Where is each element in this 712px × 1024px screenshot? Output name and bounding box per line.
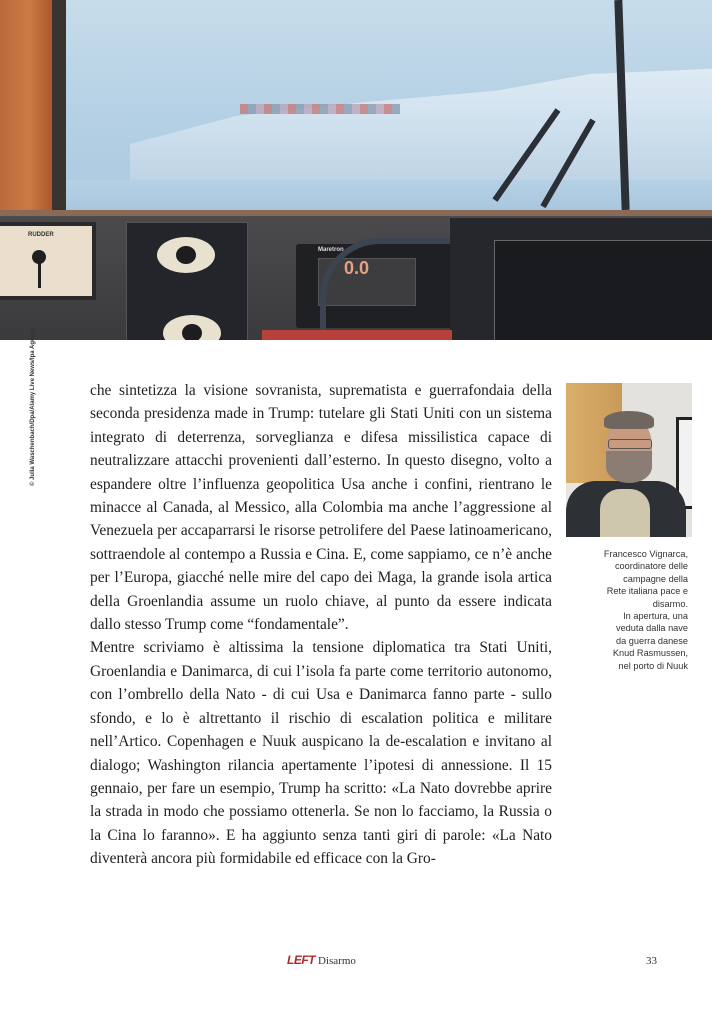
rudder-label: RUDDER xyxy=(28,232,54,238)
caption-line: veduta dalla nave xyxy=(615,623,688,634)
window-post xyxy=(52,0,66,212)
monitor xyxy=(450,218,712,340)
section-name: Disarmo xyxy=(318,955,356,967)
rudder-hub xyxy=(32,250,46,264)
paragraph: che sintetizza la visione sovranista, suprematista e guerrafondaia della seconda presidenza made in Trump: tutelare gli Stati Uniti con un sistema integrato di deterrenza, sorveglianza e difesa missilistica capace di neutralizzare attacchi provenienti dall’esterno. In questo disegno, volto a espandere oltre l’influenza geopolitica Usa anche i confini, rientrano le minacce al Canada, al Messico, alla Colombia ma anche l’aggressione al Venezuela per accaparrarsi le risorse petrolifere del Paese latinoamericano, sottraendole al contempo a Russia e Cina. E, come sappiamo, ce n’è anche per l’Europa, giacché nelle mire del capo dei Maga, la grande isola artica della Groenlandia assume un ruolo chiave, al punto da essere indicata dallo stesso Trump come “fondamentale”. xyxy=(90,382,552,634)
paragraph: Mentre scriviamo è altissima la tensione diplomatica tra Stati Uniti, Groenlandia e Danimarca, di cui l’isola fa parte come territorio autonomo, con l’ombrello della Nato - di cui Usa e Danimarca fanno parte - sullo sfondo, e lo è altrettanto il rischio di escalation politica e militare nell’Artico. Copenhagen e Nuuk auspicano la de-escalation e invitano al dialogo; Washington rilancia apertamente l’ipotesi di annessione. Il 15 gennaio, per fare un esempio, Trump ha scritto: «La Nato dovrebbe aprire la strada in modo che possiamo ottenerla. Se non lo facciamo, la Russia o la Cina lo faranno». E ha aggiunto senza tanti giri di parole: «La Nato diventerà ancora più formidabile ed efficace con la Gro- xyxy=(90,639,552,868)
page-number: 33 xyxy=(646,955,657,967)
gauge-panel xyxy=(126,222,248,340)
dial-gauge xyxy=(157,237,215,273)
houses xyxy=(240,104,400,114)
caption-line: In apertura, una xyxy=(623,611,688,622)
gooseneck-lamp xyxy=(320,238,466,340)
harbor-water xyxy=(66,180,712,212)
magazine-logo: LEFT xyxy=(287,953,315,967)
caption-line: nel porto di Nuuk xyxy=(618,660,688,671)
photo-credit: © Julia Waschenbach/Dpa/Alamy Live News/Ipa Agency xyxy=(30,327,36,486)
display-value: 0.0 xyxy=(344,258,370,278)
rudder-gauge xyxy=(0,222,96,300)
caption-line: Rete italiana pace e xyxy=(606,586,688,597)
caption-line: da guerra danese xyxy=(615,635,688,646)
monitor-screen xyxy=(494,240,712,340)
label-strip xyxy=(262,330,452,340)
article-body xyxy=(90,379,552,871)
rudder-needle xyxy=(38,260,41,288)
caption-line: campagne della xyxy=(623,573,688,584)
caption-line: Francesco Vignarca, xyxy=(603,549,688,559)
wooden-frame xyxy=(0,0,52,212)
portrait-photo xyxy=(566,383,692,537)
dial-gauge xyxy=(163,315,221,340)
caption-line: disarmo. xyxy=(652,598,688,609)
photo-caption xyxy=(556,548,688,672)
display-brand: Maretron xyxy=(318,247,344,253)
caption-line: Knud Rasmussen, xyxy=(612,648,688,659)
caption-line: coordinatore delle xyxy=(614,561,688,572)
hero-photo xyxy=(0,0,712,340)
